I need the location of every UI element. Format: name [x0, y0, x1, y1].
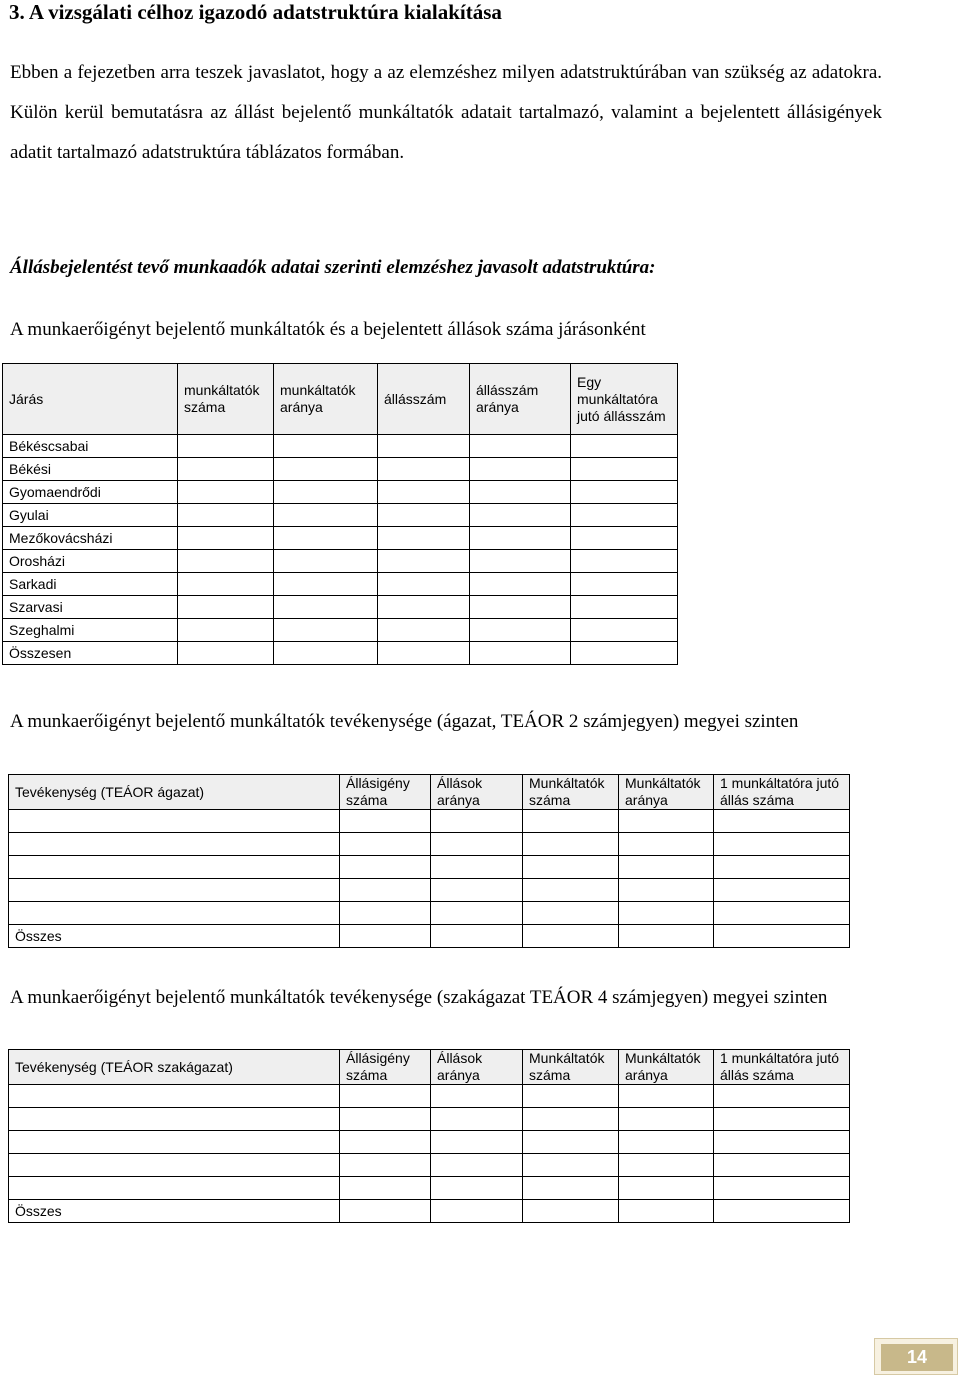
table-row — [3, 573, 678, 596]
district-name: Sarkadi — [3, 573, 178, 596]
column-header-district: Járás — [3, 364, 178, 435]
intro-paragraph: Ebben a fejezetben arra teszek javaslatot, hogy a az elemzéshez milyen adatstruktúrában van szükség az adatokra. Külön kerül bemutatásra az állást bejelentő munkáltatók adatait tartalmazó, valamint a bejelentett állásigények adatit tartalmazó adatstruktúra táblázatos formában. — [10, 62, 882, 163]
table-row — [9, 856, 850, 879]
table3-caption: A munkaerőigényt bejelentő munkáltatók tevékenysége (szakágazat TEÁOR 4 számjegyen) megyei szinten — [10, 987, 828, 1008]
page-number: 14 — [881, 1344, 953, 1371]
table-row — [9, 902, 850, 925]
table-row — [3, 527, 678, 550]
column-header-jobs-per-employer: 1 munkáltatóra jutó állás száma — [714, 1050, 850, 1085]
table-row — [9, 1154, 850, 1177]
table2-caption: A munkaerőigényt bejelentő munkáltatók tevékenysége (ágazat, TEÁOR 2 számjegyen) megyei szinten — [10, 711, 799, 732]
district-name: Mezőkovácsházi — [3, 527, 178, 550]
table-header-row — [9, 1050, 850, 1085]
total-label: Összes — [9, 925, 340, 948]
column-header-job-share: Állások aránya — [431, 775, 523, 810]
table-row — [9, 1108, 850, 1131]
column-header-jobs-per-employer: 1 munkáltatóra jutó állás száma — [714, 775, 850, 810]
district-name: Szeghalmi — [3, 619, 178, 642]
sector-table — [8, 774, 850, 948]
table-row — [3, 504, 678, 527]
column-header-job-demand: Állásigény száma — [340, 775, 431, 810]
table1-caption: A munkaerőigényt bejelentő munkáltatók és a bejelentett állások száma járásonként — [10, 319, 646, 340]
column-header-employer-share: Munkáltatók aránya — [619, 775, 714, 810]
table-row — [3, 458, 678, 481]
table-header-row — [9, 775, 850, 810]
district-table — [2, 363, 678, 665]
table-row — [9, 1085, 850, 1108]
table-row — [9, 1131, 850, 1154]
subsector-table — [8, 1049, 850, 1223]
column-header-jobs-per-employer: Egy munkáltatóra jutó állásszám — [571, 364, 678, 435]
section-heading: 3. A vizsgálati célhoz igazodó adatstruktúra kialakítása — [9, 0, 502, 24]
column-header-activity: Tevékenység (TEÁOR szakágazat) — [9, 1050, 340, 1085]
district-name: Gyomaendrődi — [3, 481, 178, 504]
column-header-activity: Tevékenység (TEÁOR ágazat) — [9, 775, 340, 810]
column-header-job-share: Állások aránya — [431, 1050, 523, 1085]
table-row — [3, 619, 678, 642]
table-row — [9, 833, 850, 856]
table-total-row — [3, 642, 678, 665]
table-row — [3, 596, 678, 619]
column-header-job-demand: Állásigény száma — [340, 1050, 431, 1085]
column-header-employer-count: munkáltatók száma — [178, 364, 274, 435]
subheading: Állásbejelentést tevő munkaadók adatai szerinti elemzéshez javasolt adatstruktúra: — [10, 257, 656, 278]
district-name: Békéscsabai — [3, 435, 178, 458]
table-total-row — [9, 925, 850, 948]
table-total-row — [9, 1200, 850, 1223]
district-name: Szarvasi — [3, 596, 178, 619]
table-row — [3, 481, 678, 504]
district-name: Összesen — [3, 642, 178, 665]
table-row — [3, 435, 678, 458]
column-header-job-count: állásszám — [378, 364, 470, 435]
district-name: Orosházi — [3, 550, 178, 573]
district-name: Békési — [3, 458, 178, 481]
table-row — [3, 550, 678, 573]
total-label: Összes — [9, 1200, 340, 1223]
table-row — [9, 879, 850, 902]
column-header-employer-count: Munkáltatók száma — [523, 775, 619, 810]
table-row — [9, 810, 850, 833]
table-header-row — [3, 364, 678, 435]
column-header-employer-share: munkáltatók aránya — [274, 364, 378, 435]
column-header-employer-share: Munkáltatók aránya — [619, 1050, 714, 1085]
page-number-badge — [874, 1338, 958, 1375]
column-header-job-share: állásszám aránya — [470, 364, 571, 435]
column-header-employer-count: Munkáltatók száma — [523, 1050, 619, 1085]
district-name: Gyulai — [3, 504, 178, 527]
table-row — [9, 1177, 850, 1200]
